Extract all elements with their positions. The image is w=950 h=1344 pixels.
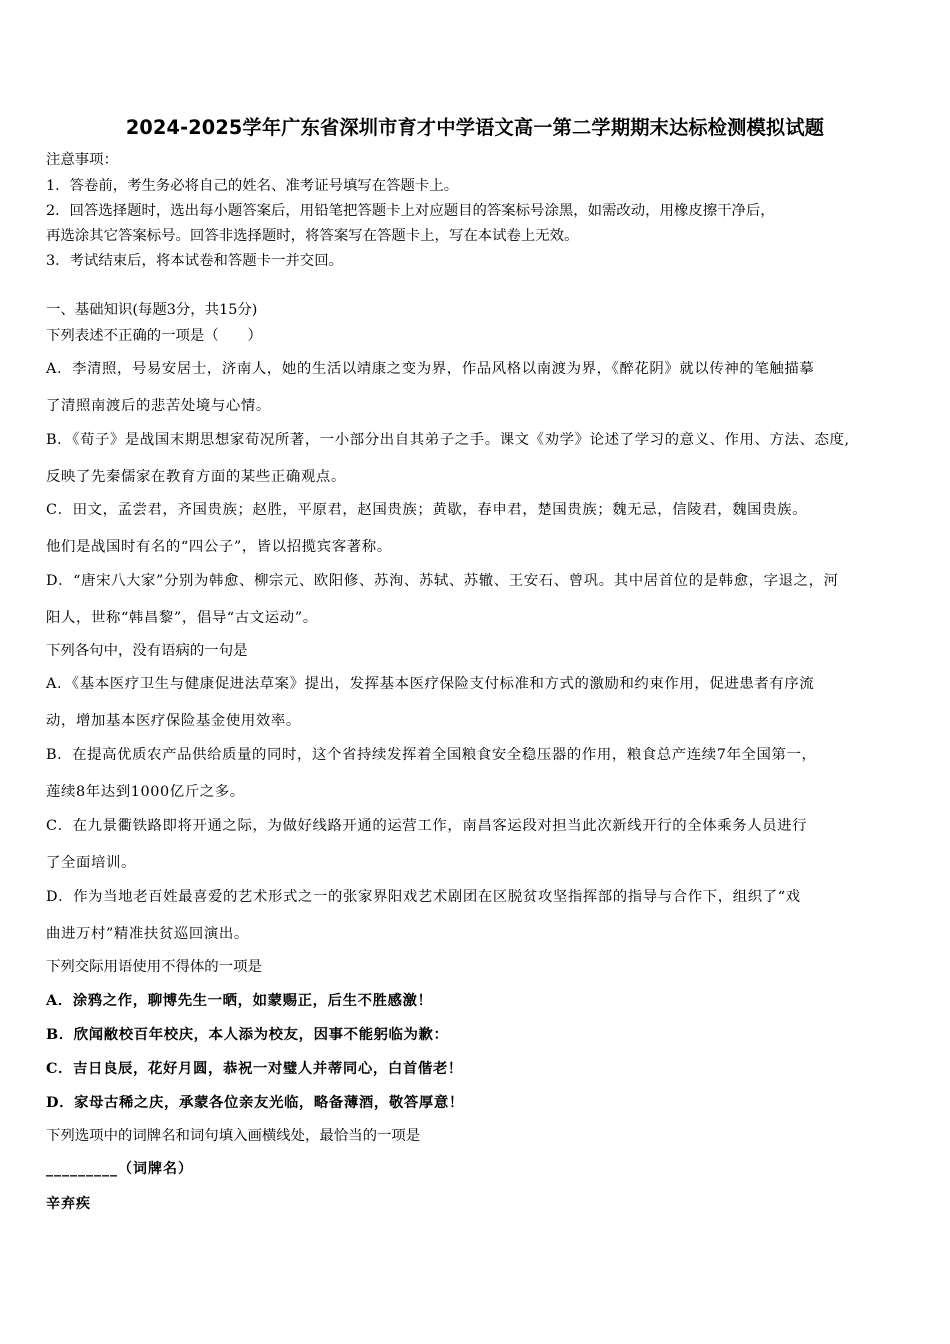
option-b: B．欣闻敝校百年校庆，本人添为校友，因事不能躬临为歉： — [46, 1026, 449, 1043]
option-d: D．“唐宋八大家”分别为韩愈、柳宗元、欧阳修、苏洵、苏轼、苏辙、王安石、曾巩。其中居首位的是韩愈，字退之，河 — [46, 573, 839, 589]
option-a-continued: 了清照南渡后的悲苦处境与心情。 — [46, 398, 271, 414]
option-d-continued: 曲进万村”精准扶贫巡回演出。 — [46, 926, 249, 942]
question-stem: 下列各句中，没有语病的一句是 — [46, 643, 248, 659]
notice-heading: 注意事项： — [46, 152, 118, 168]
option-c: C．在九景衢铁路即将开通之际，为做好线路开通的运营工作，南昌客运段对担当此次新线开行的全体乘务人员进行 — [46, 818, 808, 834]
option-d: D．作为当地老百姓最喜爱的艺术形式之一的张家界阳戏艺术剧团在区脱贫攻坚指挥部的指导与合作下，组织了“戏 — [46, 889, 801, 905]
option-b: B．《荀子》是战国末期思想家荀况所著，一小部分出自其弟子之手。课文《劝学》论述了学习的意义、作用、方法、态度, — [46, 432, 850, 448]
option-d: D．家母古稀之庆，承蒙各位亲友光临，略备薄酒，敬答厚意！ — [46, 1094, 464, 1111]
option-a-continued: 动，增加基本医疗保险基金使用效率。 — [46, 713, 301, 729]
question-stem: 下列选项中的词牌名和词句填入画横线处，最恰当的一项是 — [46, 1128, 421, 1144]
option-a: A．《基本医疗卫生与健康促进法草案》提出，发挥基本医疗保险支付标准和方式的激励和约束作用，促进患者有序流 — [46, 676, 815, 692]
option-b-continued: 反映了先秦儒家在教育方面的某些正确观点。 — [46, 469, 346, 485]
notice-item: 3．考试结束后，将本试卷和答题卡一并交回。 — [46, 253, 343, 269]
option-c: C．田文，孟尝君，齐国贵族；赵胜，平原君，赵国贵族；黄歇，春申君，楚国贵族；魏无忌，信陵君，魏国贵族。 — [46, 502, 808, 518]
option-b: B．在提高优质农产品供给质量的同时，这个省持续发挥着全国粮食安全稳压器的作用，粮食总产连续7年全国第一， — [46, 747, 817, 763]
option-c-continued: 了全面培训。 — [46, 855, 136, 871]
option-c-continued: 他们是战国时有名的“四公子”，皆以招揽宾客著称。 — [46, 539, 392, 555]
question-stem: 下列表述不正确的一项是（ ） — [46, 328, 262, 344]
notice-item: 再选涂其它答案标号。回答非选择题时，将答案写在答题卡上，写在本试卷上无效。 — [46, 228, 579, 244]
question-stem: 下列交际用语使用不得体的一项是 — [46, 959, 262, 975]
section-heading: 一、基础知识(每题3分，共15分) — [46, 302, 258, 318]
blank-line: _________（词牌名） — [46, 1161, 193, 1177]
poem-author: 辛弃疾 — [46, 1196, 91, 1212]
option-a: A．李清照，号易安居士，济南人，她的生活以靖康之变为界，作品风格以南渡为界，《醉花阴》就以传神的笔触描摹 — [46, 361, 815, 377]
notice-item: 2．回答选择题时，选出每小题答案后，用铅笔把答题卡上对应题目的答案标号涂黑，如需改动，用橡皮擦干净后， — [46, 203, 775, 219]
notice-item: 1．答卷前，考生务必将自己的姓名、准考证号填写在答题卡上。 — [46, 178, 459, 194]
option-a: A．涂鸦之作，聊博先生一晒，如蒙赐正，后生不胜感激！ — [46, 992, 433, 1009]
page-title: 2024-2025学年广东省深圳市育才中学语文高一第二学期期末达标检测模拟试题 — [125, 116, 825, 139]
option-b-continued: 莲续8年达到1000亿斤之多。 — [46, 784, 245, 800]
option-d-continued: 阳人，世称“韩昌黎”，倡导“古文运动”。 — [46, 610, 318, 626]
option-c: C．吉日良辰，花好月圆，恭祝一对璧人并蒂同心，白首偕老！ — [46, 1060, 463, 1077]
